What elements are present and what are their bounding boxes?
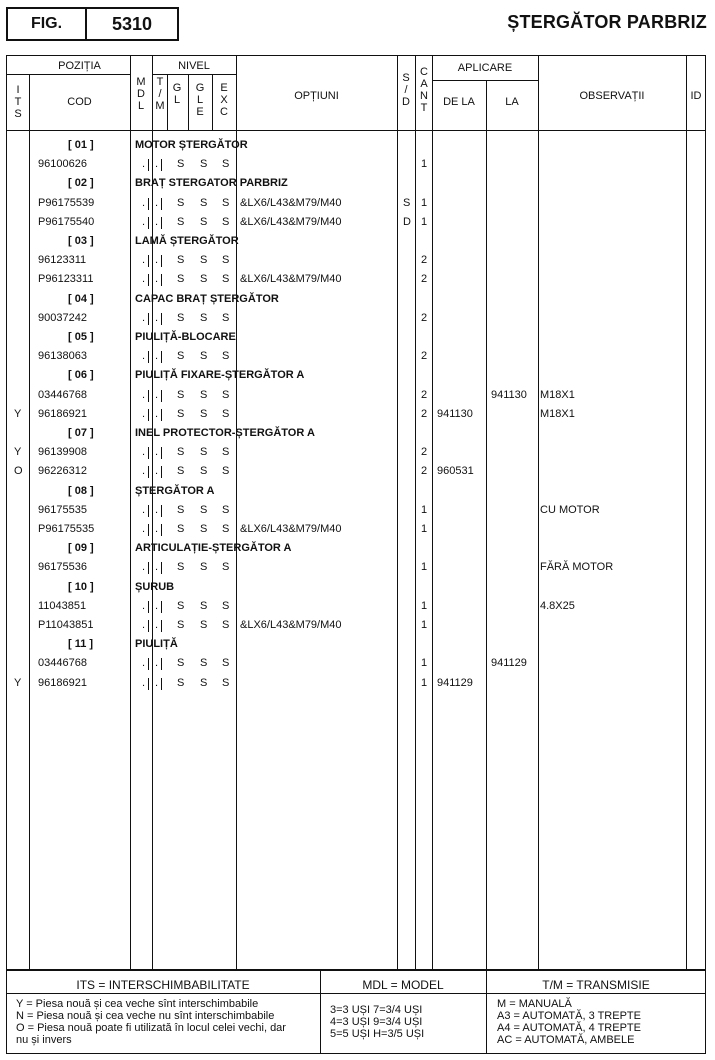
header-gl: G L [172,82,182,106]
legend-divider [6,993,706,994]
nivel-divider [152,74,236,75]
gl-value: S [177,196,185,209]
gle-value: S [200,254,208,267]
position-index: [ 08 ] [68,484,94,497]
cell-tick [148,601,149,613]
exc-value: S [222,657,230,670]
header-tm: T / M [155,76,165,112]
gl-value: S [177,676,185,689]
exc-value: S [222,599,230,612]
header-divider [6,130,706,131]
col-line [167,74,168,130]
gle-value: S [200,657,208,670]
gle-value: S [200,350,208,363]
option-value: &LX6/L43&M79/M40 [240,523,342,535]
part-code: P96175539 [38,196,95,209]
tm-value: . [155,311,159,324]
cell-tick [236,274,237,286]
group-row [0,424,715,443]
observation-value: M18X1 [540,388,575,401]
cell-tick [236,313,237,325]
cell-tick [161,351,162,363]
to-date: 941130 [491,388,527,401]
cell-tick [236,658,237,670]
cell-tick [161,562,162,574]
gl-value: S [177,503,185,516]
gle-value: S [200,273,208,286]
cell-tick [161,409,162,421]
to-date: 941129 [491,657,527,670]
table-row [0,443,715,462]
aplicare-divider [432,80,538,81]
header-observatii: OBSERVAȚII [579,90,645,102]
quantity-value: 2 [421,388,428,401]
gl-value: S [177,657,185,670]
cell-tick [161,313,162,325]
part-group-name: CAPAC BRAȚ ȘTERGĂTOR [135,292,279,305]
gl-value: S [177,388,185,401]
gl-value: S [177,311,185,324]
part-code: 96175535 [38,503,87,516]
tm-value: . [155,676,159,689]
gle-value: S [200,388,208,401]
cell-tick [148,217,149,229]
part-code: 96139908 [38,446,87,459]
cell-tick [236,198,237,210]
option-value: &LX6/L43&M79/M40 [240,619,342,631]
cell-tick [148,678,149,690]
exc-value: S [222,273,230,286]
part-group-name: BRAȚ STERGATOR PARBRIZ [135,177,288,190]
mdl-value: . [142,465,146,478]
gl-value: S [177,446,185,459]
cell-tick [148,351,149,363]
cell-tick [148,409,149,421]
table-row [0,501,715,520]
gle-value: S [200,407,208,420]
quantity-value: 1 [421,657,428,670]
header-cod: COD [67,96,92,108]
pozitia-divider [6,74,130,75]
tm-value: . [155,561,159,574]
table-row [0,616,715,635]
cell-tick [161,198,162,210]
quantity-value: 2 [421,273,428,286]
cell-tick [161,390,162,402]
cell-tick [161,524,162,536]
cell-tick [148,505,149,517]
gle-value: S [200,523,208,535]
cell-tick [148,274,149,286]
exc-value: S [222,503,230,516]
observation-value: 4.8X25 [540,599,575,612]
part-code: 11043851 [38,599,87,612]
exc-value: S [222,465,230,478]
gle-value: S [200,215,208,228]
position-index: [ 10 ] [68,580,94,593]
position-index: [ 09 ] [68,542,94,555]
observation-value: M18X1 [540,407,575,420]
cell-tick [236,351,237,363]
exc-value: S [222,196,230,209]
fig-label: FIG. [6,7,87,41]
gle-value: S [200,465,208,478]
group-row [0,328,715,347]
header-mdl: M D L [136,76,146,112]
table-row [0,270,715,289]
mdl-value: . [142,350,146,363]
table-row [0,597,715,616]
tm-value: . [155,254,159,267]
mdl-value: . [142,407,146,420]
mdl-value: . [142,676,146,689]
group-row [0,482,715,501]
exc-value: S [222,388,230,401]
gl-value: S [177,350,185,363]
part-group-name: PIULIȚĂ [135,638,178,651]
option-value: &LX6/L43&M79/M40 [240,196,342,209]
exc-value: S [222,215,230,228]
table-row [0,405,715,424]
gl-value: S [177,465,185,478]
exc-value: S [222,523,230,535]
gl-value: S [177,215,185,228]
part-code: 96100626 [38,158,87,171]
cell-tick [236,524,237,536]
sd-value: S [403,196,411,209]
cell-tick [236,562,237,574]
cell-tick [148,524,149,536]
from-date: 960531 [437,465,474,478]
exc-value: S [222,311,230,324]
part-code: 96138063 [38,350,87,363]
header-pozitia: POZIȚIA [58,60,101,72]
gl-value: S [177,523,185,535]
its-value: Y [14,446,22,459]
from-date: 941129 [437,676,473,689]
tm-value: . [155,215,159,228]
mdl-value: . [142,446,146,459]
tm-value: . [155,503,159,516]
legend-mdl-title: MDL = MODEL [362,978,444,992]
tm-value: . [155,196,159,209]
table-row [0,654,715,673]
cell-tick [236,678,237,690]
quantity-value: 1 [421,196,428,209]
its-value: Y [14,676,22,689]
exc-value: S [222,676,230,689]
mdl-value: . [142,619,146,631]
cell-tick [148,313,149,325]
quantity-value: 1 [421,676,428,689]
cell-tick [236,620,237,632]
group-row [0,232,715,251]
cell-tick [161,678,162,690]
sd-value: D [403,215,411,228]
cell-tick [161,658,162,670]
tm-value: . [155,446,159,459]
gle-value: S [200,676,208,689]
exc-value: S [222,561,230,574]
part-group-name: PIULIȚĂ-BLOCARE [135,331,236,343]
legend-tm-lines: M = MANUALĂ A3 = AUTOMATĂ, 3 TREPTE A4 = AUTOMATĂ, 4 TREPTE AC = AUTOMATĂ, AMBELE [497,998,641,1046]
part-code: 03446768 [38,657,87,670]
group-row [0,136,715,155]
position-index: [ 05 ] [68,331,94,343]
from-date: 941130 [437,407,473,420]
gl-value: S [177,273,185,286]
quantity-value: 1 [421,561,428,574]
mdl-value: . [142,561,146,574]
gle-value: S [200,158,208,171]
cell-tick [161,217,162,229]
table-row [0,462,715,481]
table-row [0,309,715,328]
gle-value: S [200,619,208,631]
cell-tick [236,217,237,229]
table-row [0,558,715,577]
part-code: 96175536 [38,561,87,574]
part-code: 96226312 [38,465,87,478]
part-group-name: LAMĂ ȘTERGĂTOR [135,235,239,247]
gl-value: S [177,158,185,171]
part-group-name: PIULIȚĂ FIXARE-ȘTERGĂTOR A [135,369,305,382]
part-group-name: INEL PROTECTOR-ȘTERGĂTOR A [135,427,315,439]
part-code: P96175540 [38,215,95,228]
table-row [0,155,715,174]
cell-tick [161,255,162,267]
cell-tick [148,562,149,574]
group-row [0,635,715,654]
header-id: ID [690,90,702,102]
header-la: LA [505,96,519,108]
mdl-value: . [142,215,146,228]
quantity-value: 2 [421,465,428,478]
quantity-value: 2 [421,407,428,420]
group-row [0,174,715,193]
tm-value: . [155,350,159,363]
quantity-value: 1 [421,599,428,612]
position-index: [ 06 ] [68,369,94,382]
cell-tick [148,620,149,632]
legend-tm-title: T/M = TRANSMISIE [542,978,650,992]
gl-value: S [177,254,185,267]
quantity-value: 1 [421,523,428,535]
legend-mdl-lines: 3=3 UȘI 7=3/4 UȘI 4=3 UȘI 9=3/4 UȘI 5=5 UȘI H=3/5 UȘI [330,1004,425,1040]
quantity-value: 2 [421,254,428,267]
cell-tick [236,447,237,459]
group-row [0,578,715,597]
header-gle: G L E [195,82,205,118]
observation-value: CU MOTOR [540,503,600,516]
part-group-name: MOTOR ȘTERGĂTOR [135,139,248,151]
gle-value: S [200,196,208,209]
part-code: 96186921 [38,676,87,689]
header-nivel: NIVEL [178,60,210,72]
table-row [0,347,715,366]
gl-value: S [177,561,185,574]
table-row [0,194,715,213]
legend-its-lines: Y = Piesa nouă și cea veche sînt interschimbabile N = Piesa nouă și cea veche nu sînt interschimbabile O = Piesa nouă poate fi utilizată în locul celei vechi, dar nu și invers [16,998,286,1046]
position-index: [ 03 ] [68,235,94,247]
mdl-value: . [142,503,146,516]
gl-value: S [177,407,185,420]
option-value: &LX6/L43&M79/M40 [240,273,342,286]
gl-value: S [177,599,185,612]
tm-value: . [155,407,159,420]
exc-value: S [222,407,230,420]
cell-tick [148,466,149,478]
exc-value: S [222,158,230,171]
cell-tick [148,447,149,459]
exc-value: S [222,350,230,363]
mdl-value: . [142,599,146,612]
gle-value: S [200,599,208,612]
legend-its-title: ITS = INTERSCHIMBABILITATE [76,978,250,992]
cell-tick [161,466,162,478]
quantity-value: 1 [421,503,428,516]
quantity-value: 2 [421,350,428,363]
cell-tick [148,658,149,670]
cell-tick [148,198,149,210]
mdl-value: . [142,657,146,670]
quantity-value: 1 [421,158,428,171]
header-dela: DE LA [443,96,475,108]
tm-value: . [155,273,159,286]
header-optiuni: OPȚIUNI [294,90,339,102]
its-value: O [14,465,23,478]
mdl-value: . [142,388,146,401]
table-row [0,520,715,539]
mdl-value: . [142,311,146,324]
quantity-value: 1 [421,619,428,631]
mdl-value: . [142,158,146,171]
group-row [0,366,715,385]
gle-value: S [200,561,208,574]
part-code: P11043851 [38,619,94,631]
header-its: I T S [14,84,22,120]
header-sd: S / D [402,72,410,108]
tm-value: . [155,599,159,612]
cell-tick [161,620,162,632]
header-cant: C A N T [420,66,428,114]
cell-tick [161,447,162,459]
cell-tick [236,159,237,171]
cell-tick [236,409,237,421]
col-line [188,74,189,130]
position-index: [ 11 ] [68,638,94,651]
table-row [0,386,715,405]
header-exc: E X C [220,82,228,118]
quantity-value: 2 [421,446,428,459]
tm-value: . [155,388,159,401]
cell-tick [236,601,237,613]
part-group-name: ARTICULAȚIE-ȘTERGĂTOR A [135,542,292,555]
part-code: P96123311 [38,273,94,286]
mdl-value: . [142,196,146,209]
header-aplicare: APLICARE [457,62,513,74]
table-row [0,674,715,693]
quantity-value: 1 [421,215,428,228]
cell-tick [236,505,237,517]
tm-value: . [155,619,159,631]
cell-tick [148,255,149,267]
mdl-value: . [142,254,146,267]
tm-value: . [155,158,159,171]
exc-value: S [222,446,230,459]
exc-value: S [222,254,230,267]
page-title: ȘTERGĂTOR PARBRIZ [507,12,707,32]
cell-tick [148,159,149,171]
group-row [0,539,715,558]
tm-value: . [155,657,159,670]
gle-value: S [200,311,208,324]
quantity-value: 2 [421,311,428,324]
col-line [212,74,213,130]
mdl-value: . [142,523,146,535]
position-index: [ 02 ] [68,177,94,190]
cell-tick [161,505,162,517]
part-code: 03446768 [38,388,87,401]
cell-tick [236,390,237,402]
part-code: 96186921 [38,407,87,420]
position-index: [ 01 ] [68,139,94,151]
option-value: &LX6/L43&M79/M40 [240,215,342,228]
table-row [0,251,715,270]
part-code: 96123311 [38,254,87,267]
cell-tick [161,159,162,171]
part-group-name: ȘTERGĂTOR A [135,484,215,497]
its-value: Y [14,407,22,420]
position-index: [ 07 ] [68,427,94,439]
cell-tick [161,274,162,286]
part-group-name: ȘURUB [135,580,175,593]
table-row [0,213,715,232]
part-code: 90037242 [38,311,87,324]
cell-tick [236,255,237,267]
gle-value: S [200,446,208,459]
tm-value: . [155,523,159,535]
part-code: P96175535 [38,523,95,535]
mdl-value: . [142,273,146,286]
cell-tick [161,601,162,613]
position-index: [ 04 ] [68,292,94,305]
observation-value: FĂRĂ MOTOR [540,561,614,574]
exc-value: S [222,619,230,631]
fig-number: 5310 [85,7,179,41]
gl-value: S [177,619,185,631]
tm-value: . [155,465,159,478]
gle-value: S [200,503,208,516]
cell-tick [236,466,237,478]
group-row [0,290,715,309]
cell-tick [148,390,149,402]
